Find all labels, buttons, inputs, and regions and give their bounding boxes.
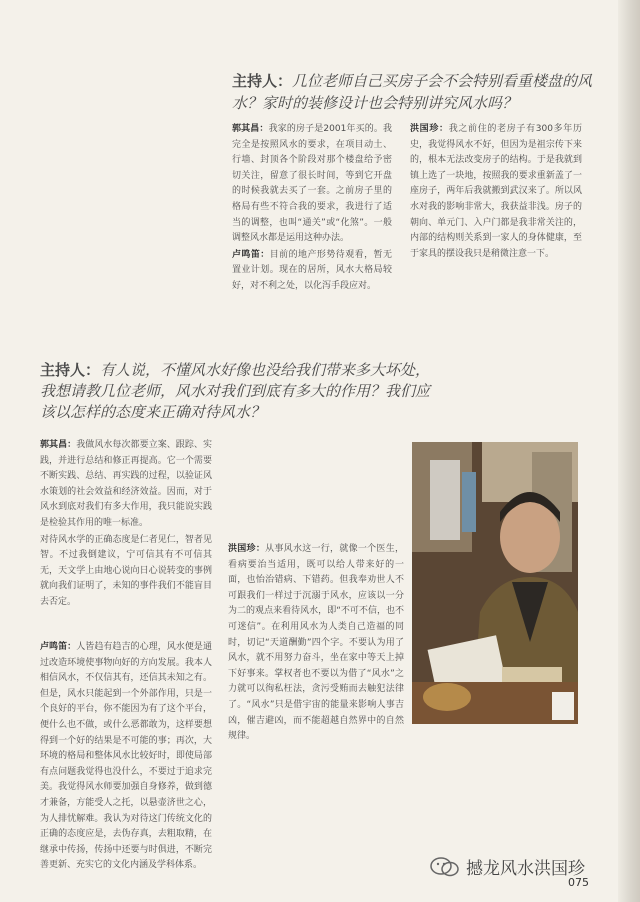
- question-text: 几位老师自己买房子会不会特别看重楼盘的风水？家时的装修设计也会特别讲究风水吗？: [232, 72, 593, 112]
- speaker-hong: 洪国珍：: [228, 544, 266, 554]
- portrait-photo: [412, 442, 578, 724]
- answer-text: 我之前住的老房子有300多年历史，我觉得风水不好，但因为是祖宗传下来的，根本无法改变房子的结构。于是我就到镇上选了一块地，按照我的要求重新盖了一座房子，两年后我就搬到武汉来了。所以风水对我的影响非常大，我获益非浅。房子的朝向、单元门、入户门都是我非常关注的，内部的结构则关系到一家人的身体健康，至于家具的摆设我只是稍微注意一下。: [410, 124, 582, 259]
- answer-2-column-1: [40, 438, 212, 612]
- answer-text: 我做风水每次都要立案、跟踪、实践，并进行总结和修正再提高。它一个需要不断实践、总结、再实践的过程，以验证风水策划的社会效益和经济效益。因而，对于风水到底对我们有多大作用，我只能说实践是检验其作用的唯一标准。: [40, 440, 212, 528]
- brand-text: 撼龙风水洪国珍: [466, 859, 585, 879]
- answer-text: 我家的房子是2001年买的。我完全是按照风水的要求，在项目动土、行墙、封顶各个阶段对那个楼盘给予密切关注，留意了很长时间，等到它开盘的时候我就去买了一套。之前房子里的格局有些不符合我的要求，我进行了适当的调整，也叫“通关”或“化煞”。一般调整风水都是运用这种办法。: [232, 124, 392, 244]
- answer-2-column-2: [228, 438, 404, 746]
- brand-watermark: [430, 854, 585, 883]
- page-number: 075: [568, 876, 589, 889]
- answer-text: 人皆趋有趋吉的心理，风水便是通过改造环境使事物向好的方向发展。我本人相信风水，不仅信其有，还信其未知之有。但是，风水只能起到一个外部作用，只是一个良好的平台，你不能因为有了这个平台，便什么也不做，或什么恶都敢为，这样要想得到一个好的结果是不可能的事；再次，大环境的格局和整体风水比较好时，即使局部有点问题我觉得也没什么，不要过于追求完美。我觉得风水师要加强自身修养，做到德才兼备，方能受人之托，以悬壶济世之心，为人排忧解难。我认为对待这门传统文化的正确的态度应是，去伪存真，去粗取精，在继承中传扬，传扬中还要与时俱进，不断完善更新、充实它的文化内涵及学科体系。: [40, 642, 212, 871]
- answer-hong-2: [228, 542, 404, 745]
- answer-2-column-1-lu: [40, 640, 212, 871]
- answer-hong-1: [410, 122, 582, 262]
- answer-text: 目前的地产形势待观看，暂无置业计划。现在的居所，风水大格局较好，对不利之处，以化泻手段应对。: [232, 249, 392, 291]
- portrait-illustration: [412, 442, 578, 724]
- answer-lu-2: [40, 640, 212, 874]
- host-label: 主持人：: [232, 72, 293, 90]
- speaker-guo: 郭其昌：: [40, 440, 77, 450]
- answer-1-left-column: [232, 122, 392, 296]
- answer-text: 从事风水这一行，就像一个医生，看病要治当适用，既可以给人带来好的一面，也怡治错病、下错药。但我奉劝世人不可跟我们一样过于沉溺于风水，应该以一分为二的观点来看待风水，即“不可不信，也不可迷信”。在利用风水为人类自己造福的同时，切记“天道酬勤”四个字。不要认为用了风水，就不用努力奋斗，坐在家中等天上掉下好事来。掌权者也不要以为借了“风水”之力就可以徇私枉法，贪污受贿而去触犯法律了。“风水”只是借宇宙的能量来影响人事吉凶，催吉避凶，而不能超越自然界中的自然规律。: [228, 544, 404, 742]
- speaker-lu: 卢鸣笛：: [232, 249, 270, 260]
- question-text: 有人说，不懂风水好像也没给我们带来多大坏处，我想请教几位老师，风水对我们到底有多大的作用？我们应该以怎样的态度来正确对待风水？: [40, 361, 431, 421]
- host-label: 主持人：: [40, 361, 101, 379]
- answer-lu-1: [232, 248, 392, 295]
- speaker-lu: 卢鸣笛：: [40, 642, 77, 652]
- answer-1-right-column: [410, 122, 582, 263]
- host-question-2: [40, 360, 440, 423]
- answer-guo-2a: [40, 438, 212, 532]
- speaker-hong: 洪国珍：: [410, 124, 449, 134]
- answer-guo-2b: 对待风水学的正确态度是仁者见仁，智者见智。不过我倒建议，宁可信其有不可信其无，天文学上由地心说向日心说转变的事例就向我们证明了，未知的事件我们不能盲目去否定。: [40, 534, 212, 607]
- page-binding-shadow: [618, 0, 640, 902]
- answer-guo-1: [232, 122, 392, 247]
- wechat-logo-icon: [430, 856, 460, 883]
- speaker-guo: 郭其昌：: [232, 124, 269, 134]
- host-question-1: [232, 70, 612, 114]
